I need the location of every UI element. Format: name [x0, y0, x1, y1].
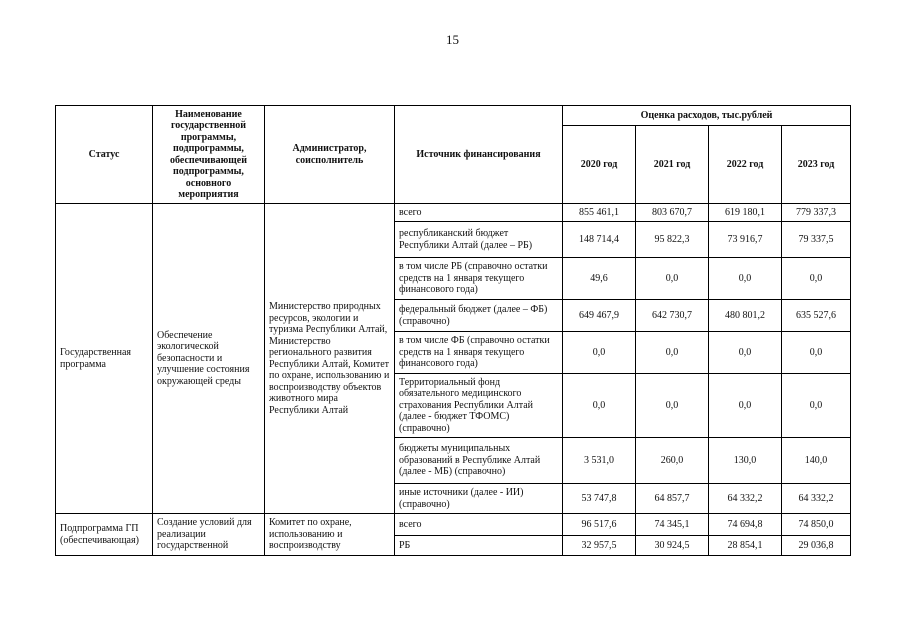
value-cell: 0,0: [636, 258, 709, 300]
value-cell: 0,0: [563, 332, 636, 374]
value-cell: 0,0: [709, 332, 782, 374]
value-cell: 0,0: [563, 374, 636, 438]
source-cell: иные источники (далее - ИИ) (справочно): [395, 484, 563, 514]
value-cell: 30 924,5: [636, 536, 709, 556]
value-cell: 0,0: [782, 258, 851, 300]
value-cell: 779 337,3: [782, 204, 851, 222]
value-cell: 79 337,5: [782, 222, 851, 258]
source-cell: республиканский бюджет Республики Алтай (далее – РБ): [395, 222, 563, 258]
value-cell: 0,0: [709, 258, 782, 300]
table-row: [56, 514, 851, 536]
header-year: 2021 год: [636, 126, 709, 204]
value-cell: 0,0: [709, 374, 782, 438]
value-cell: 74 850,0: [782, 514, 851, 536]
value-cell: 96 517,6: [563, 514, 636, 536]
value-cell: 74 694,8: [709, 514, 782, 536]
program-name-cell: Обеспечение экологической безопасности и улучшение состояния окружающей среды: [153, 204, 265, 514]
status-cell: Подпрограмма ГП (обеспечивающая): [56, 514, 153, 556]
source-cell: в том числе РБ (справочно остатки средств на 1 января текущего финансового года): [395, 258, 563, 300]
source-cell: федеральный бюджет (далее – ФБ) (справочно): [395, 300, 563, 332]
value-cell: 642 730,7: [636, 300, 709, 332]
value-cell: 53 747,8: [563, 484, 636, 514]
financing-table: [55, 105, 851, 556]
value-cell: 49,6: [563, 258, 636, 300]
header-year: 2020 год: [563, 126, 636, 204]
source-cell: РБ: [395, 536, 563, 556]
value-cell: 0,0: [636, 332, 709, 374]
table-row: [56, 204, 851, 222]
value-cell: 29 036,8: [782, 536, 851, 556]
value-cell: 0,0: [782, 374, 851, 438]
value-cell: 74 345,1: [636, 514, 709, 536]
source-cell: Территориальный фонд обязательного медицинского страхования Республики Алтай (далее - бюджет ТФОМС) (справочно): [395, 374, 563, 438]
value-cell: 0,0: [782, 332, 851, 374]
value-cell: 95 822,3: [636, 222, 709, 258]
value-cell: 64 332,2: [782, 484, 851, 514]
value-cell: 480 801,2: [709, 300, 782, 332]
value-cell: 130,0: [709, 438, 782, 484]
value-cell: 64 857,7: [636, 484, 709, 514]
header-program-name: Наименование государственной программы, подпрограммы, обеспечивающей подпрограммы, основного мероприятия: [153, 106, 265, 204]
page-number: 15: [446, 32, 459, 47]
header-year: 2023 год: [782, 126, 851, 204]
value-cell: 619 180,1: [709, 204, 782, 222]
value-cell: 649 467,9: [563, 300, 636, 332]
header-expense-estimate: Оценка расходов, тыс.рублей: [563, 106, 851, 126]
header-status: Статус: [56, 106, 153, 204]
source-cell: в том числе ФБ (справочно остатки средств на 1 января текущего финансового года): [395, 332, 563, 374]
value-cell: 635 527,6: [782, 300, 851, 332]
status-cell: Государственная программа: [56, 204, 153, 514]
source-cell: всего: [395, 514, 563, 536]
program-name-cell: Создание условий для реализации государственной: [153, 514, 265, 556]
value-cell: 0,0: [636, 374, 709, 438]
value-cell: 803 670,7: [636, 204, 709, 222]
value-cell: 73 916,7: [709, 222, 782, 258]
value-cell: 64 332,2: [709, 484, 782, 514]
value-cell: 855 461,1: [563, 204, 636, 222]
value-cell: 3 531,0: [563, 438, 636, 484]
value-cell: 148 714,4: [563, 222, 636, 258]
source-cell: бюджеты муниципальных образований в Республике Алтай (далее - МБ) (справочно): [395, 438, 563, 484]
value-cell: 140,0: [782, 438, 851, 484]
source-cell: всего: [395, 204, 563, 222]
header-year: 2022 год: [709, 126, 782, 204]
administrator-cell: Комитет по охране, использованию и воспроизводству: [265, 514, 395, 556]
value-cell: 260,0: [636, 438, 709, 484]
value-cell: 32 957,5: [563, 536, 636, 556]
administrator-cell: Министерство природных ресурсов, экологии и туризма Республики Алтай, Министерство регионального развития Республики Алтай, Комитет по охране, использованию и воспроизводству объектов животного мира Республики Алтай: [265, 204, 395, 514]
header-administrator: Администратор, соисполнитель: [265, 106, 395, 204]
value-cell: 28 854,1: [709, 536, 782, 556]
header-financing-source: Источник финансирования: [395, 106, 563, 204]
